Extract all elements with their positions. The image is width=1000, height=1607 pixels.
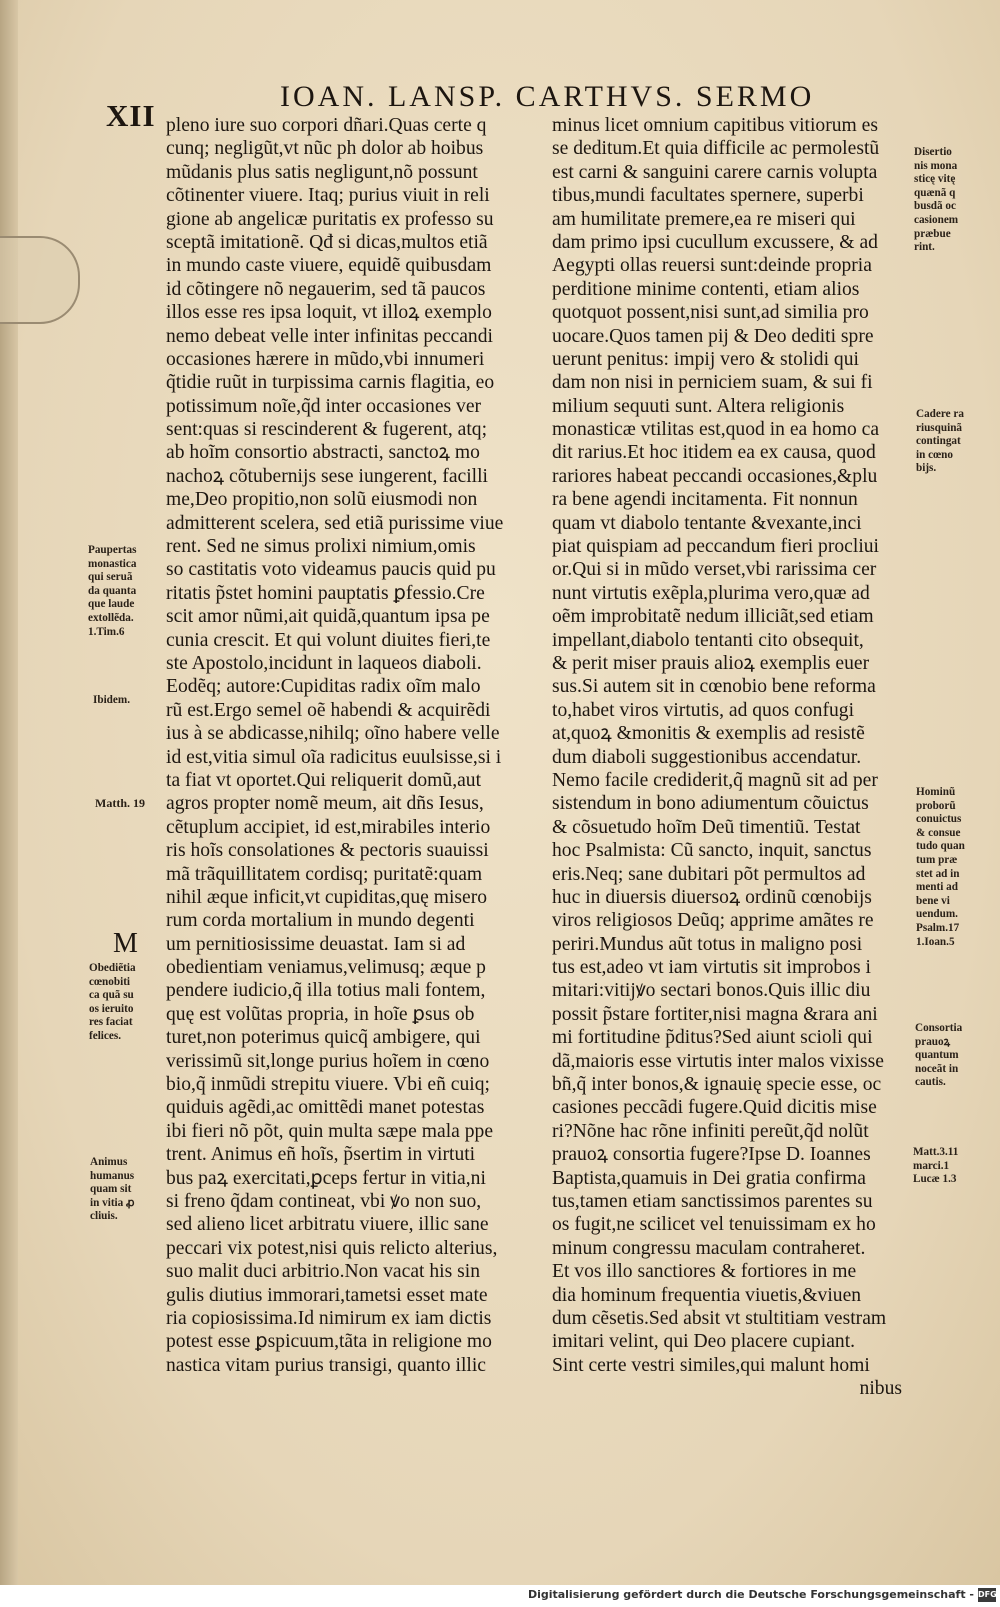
margin-note-line: Lucæ 1.3 <box>913 1173 957 1186</box>
margin-note-line: Animus <box>90 1156 128 1168</box>
right-column-line: minus licet omnium capitibus vitiorum es <box>552 115 878 136</box>
margin-note-line: felices. <box>89 1029 121 1042</box>
right-column-line: am humilitate premere,ea re miseri qui <box>552 208 856 230</box>
margin-note-line: quænã q <box>914 186 956 199</box>
left-column-line: quiduis agẽdi,ac omittẽdi manet potestas <box>166 1097 485 1119</box>
left-column-line: ab hoĩm consortio abstracti, sanctoꝝ mo <box>166 442 480 464</box>
margin-note-line: humanus <box>90 1169 135 1182</box>
margin-note-line: præbue <box>914 227 951 240</box>
right-column-line: or.Qui si in mũdo verset,vbi rarissima cer <box>552 559 877 581</box>
margin-note-line: stet ad in <box>916 867 960 880</box>
right-column-line: os fugit,ne scilicet vel tenuissimam ex ho <box>552 1214 876 1236</box>
right-column-line: impellant,diabolo tentanti cito obsequit, <box>552 629 864 651</box>
right-column-line: prauoꝝ consortia fugere?Ipse D. Ioannes <box>552 1144 871 1166</box>
left-column-line: so castitatis voto videamus paucis quid pu <box>166 559 496 581</box>
margin-note-matth19 <box>95 797 145 811</box>
margin-note-line: casionem <box>914 213 959 226</box>
page-number: XII <box>106 98 156 133</box>
footer-bar <box>0 1585 1000 1607</box>
left-column-line: me,Deo propitio,non solũ eiusmodi non <box>166 489 478 511</box>
left-column-line: turet,non poterimus quicq̃ ambigere, qui <box>166 1027 481 1049</box>
margin-note-line: Matt.3.11 <box>913 1146 959 1158</box>
left-column-line: sceptã imitationẽ. Qđ si dicas,multos etiã <box>166 231 488 253</box>
margin-note-paupertas <box>88 544 136 639</box>
right-column-line: Baptista,quamuis in Dei gratia confirma <box>552 1167 866 1189</box>
margin-note-line: res faciat <box>89 1016 133 1029</box>
margin-note-cadere <box>916 408 964 476</box>
margin-note-line: quantum <box>915 1049 959 1062</box>
margin-note-line: da quanta <box>88 584 137 597</box>
left-column-line: occasiones hærere in mũdo,vbi innumeri <box>166 348 485 370</box>
margin-note-line: monastica <box>88 557 137 570</box>
right-column-line: nunt virtutis exẽpla,plurima vero,quæ ad <box>552 582 870 604</box>
left-column-line: ria copiosissima.Id nimirum ex iam dictis <box>166 1307 492 1329</box>
margin-note-line: proborũ <box>916 799 956 812</box>
left-column-line: ris hoĩs consolationes & pectoris suauissi <box>166 840 489 862</box>
left-column-line: id cõtingere nõ negauerim, sed tã paucos <box>166 278 486 300</box>
margin-note-line: noceãt in <box>915 1062 959 1075</box>
margin-note-obedientia <box>89 962 136 1044</box>
left-column-line: ritatis p̃stet homini pauptatis ꝑfessio.Cre <box>166 582 485 604</box>
right-column-line: & perit miser prauis alioꝝ exemplis euer <box>552 652 870 674</box>
margin-note-line: qui seruã <box>88 571 133 584</box>
running-head: IOAN. LANSP. CARTHVS. SERMO <box>280 80 815 113</box>
right-column-line: sus.Si autem sit in cœnobio bene reforma <box>552 676 876 698</box>
left-column-line: scit amor nũmi,ait quidã,quantum ipsa pe <box>166 606 490 628</box>
left-column-line: Eodẽq; autore:Cupiditas radix oĩm malo <box>166 676 481 698</box>
right-column-line: at,quoꝝ &monitis & exemplis ad resistẽ <box>552 723 865 745</box>
left-column-line: in mundo caste viuere, equidẽ quibusdam <box>166 255 492 277</box>
margin-note-line: extollẽda. <box>88 611 134 624</box>
right-column-line: dum diaboli suggestionibus accendatur. <box>552 746 862 768</box>
margin-note-line: tum præ <box>916 853 958 866</box>
margin-note-line: cœnobiti <box>89 975 131 988</box>
right-column-line: viros religiosos Deũq; apprime amãtes re <box>552 910 874 932</box>
page-tab-mark <box>0 236 80 324</box>
left-column-line: q̃tidie ruũt in turpissima carnis flagitia, eo <box>166 372 495 394</box>
right-column-line: est carni & sanguini carere carnis volupta <box>552 161 878 183</box>
margin-note-line: in cœno <box>916 448 953 461</box>
right-column-line: Aegypti ollas reuersi sunt:deinde propria <box>552 255 872 277</box>
margin-note-line: Ibidem. <box>93 694 130 706</box>
right-column-line: ri?Nõne hac rõne infiniti pereũt,q̃d nolũt <box>552 1120 869 1142</box>
left-column-line: rũ est.Ergo semel oẽ habendi & acquirẽdi <box>166 699 491 721</box>
margin-note-line: bene vi <box>916 894 950 907</box>
margin-note-line: Hominũ <box>916 786 956 798</box>
right-column-line: bñ,q̃ inter bonos,& ignauię specie esse, oc <box>552 1074 882 1096</box>
left-column-line: cẽtuplum accipiet, id est,mirabiles interio <box>166 816 491 838</box>
left-column-line: ius à se abdicasse,nihilq; oĩno habere velle <box>166 723 500 745</box>
margin-note-line: tudo quan <box>916 840 965 853</box>
margin-note-line: sticę vitę <box>914 173 956 186</box>
left-column-line: rum corda mortalium in mundo degenti <box>166 910 475 932</box>
margin-note-line: in vitia ꝓ <box>90 1196 135 1209</box>
left-column-line: quę est volũtas propria, in hoĩe ꝑsus ob <box>166 1003 475 1025</box>
left-column-line: gione ab angelicæ puritatis ex professo su <box>166 208 494 230</box>
left-column-line: um pernitiosissime deuastat. Iam si ad <box>166 933 466 955</box>
margin-note-line: conuictus <box>916 813 962 826</box>
right-column-line: tus,tamen etiam sanctissimos parentes su <box>552 1190 873 1212</box>
right-column-line: dit rarius.Et hoc itidem ea ex causa, quod <box>552 442 876 464</box>
left-column-line: mũdanis plus satis negligunt,nõ possunt <box>166 161 478 183</box>
margin-note-line: que laude <box>88 598 135 611</box>
left-column-line: potest esse ꝑspicuum,tãta in religione mo <box>166 1331 492 1353</box>
left-column-line: si freno q̃dam contineat, vbi ꝟo non suo, <box>166 1190 482 1212</box>
margin-note-line: Obediẽtia <box>89 962 136 974</box>
right-column-line: tibus,mundi facultates spernere, superbi <box>552 185 864 207</box>
left-column-line: trent. Animus eñ hoĩs, p̃sertim in virtuti <box>166 1144 476 1166</box>
right-column-line: periri.Mundus aũt totus in maligno posi <box>552 933 863 955</box>
margin-note-animus <box>90 1156 135 1224</box>
margin-note-line: Psalm.17 <box>916 921 960 934</box>
margin-note-line: uendum. <box>916 908 958 921</box>
left-column-line: nastica vitam purius transigi, quanto illic <box>166 1354 486 1376</box>
margin-note-line: Cadere ra <box>916 408 964 420</box>
right-column-line: nibus <box>859 1378 902 1400</box>
right-column-line: mi fortitudine p̃ditus?Sed aiunt scioli qui <box>552 1027 873 1049</box>
right-column-line: dã,maioris esse virtutis inter malos vixisse <box>552 1050 884 1072</box>
left-column-line: cunq; negligũt,vt nũc ph dolor ab hoibus <box>166 138 484 160</box>
left-column-line: id est,vitia simul oĩa radicitus euulsisse,si i <box>166 746 502 768</box>
left-column-line: peccari vix potest,nisi quis relicto alterius, <box>166 1237 498 1259</box>
left-text-column <box>166 114 530 1377</box>
right-column-line: dia hominum frequentia viuetis,&viuen <box>552 1284 862 1306</box>
initial-letter: M <box>113 928 138 959</box>
left-column-line: rent. Sed ne simus prolixi nimium,omis <box>166 536 476 558</box>
right-column-line: to,habet viros virtutis, ad quos confugi <box>552 699 855 721</box>
left-column-line: nihil æque inficit,vt cupiditas,quę misero <box>166 886 488 908</box>
right-column-line: Nemo facile crediderit,q̃ magnũ sit ad per <box>552 769 878 791</box>
left-column-line: sent:quas si rescinderent & fugerent, atq; <box>166 419 488 441</box>
right-column-line: milium sequuti sunt. Altera religionis <box>552 395 845 417</box>
left-column-line: bio,q̃ inmũdi strepitu viuere. Vbi eñ cuiq; <box>166 1074 490 1096</box>
right-column-line: hoc Psalmista: Cũ sancto, inquit, sanctus <box>552 840 872 862</box>
margin-note-hominum <box>916 786 965 949</box>
left-column-line: cõtinenter viuere. Itaq; purius viuit in reli <box>166 185 490 207</box>
left-column-line: nemo debeat velle inter infinitas peccandi <box>166 325 493 347</box>
left-column-line: suo malit duci arbitrio.Non vacat his sin <box>166 1261 480 1283</box>
left-column-line: obedientiam veniamus,velimusq; æque p <box>166 957 486 979</box>
margin-note-line: prauoꝝ <box>915 1035 951 1048</box>
margin-note-line: Paupertas <box>88 544 137 556</box>
left-column-line: bus paꝝ exercitati,ꝑceps fertur in vitia,ni <box>166 1167 486 1189</box>
left-column-line: nachoꝝ cõtubernijs sese iungerent, facilli <box>166 465 488 487</box>
right-column-line: monasticæ vtilitas est,quod in ea homo ca <box>552 419 880 441</box>
margin-note-line: 1.Ioan.5 <box>916 935 955 948</box>
margin-note-matt3 <box>913 1146 958 1187</box>
margin-note-line: contingat <box>916 435 961 448</box>
left-column-line: verissimũ sit,longe purius hoĩem in cœno <box>166 1050 490 1072</box>
margin-note-line: rint. <box>914 241 935 254</box>
right-column-line: sistendum in bono adiumentum cõuictus <box>552 793 869 815</box>
right-column-line: huc in diuersis diuersoꝝ ordinũ cœnobijs <box>552 886 872 908</box>
right-column-line: oẽm improbitatẽ nedum illiciãt,sed etiam <box>552 606 874 628</box>
left-column-line: admitterent scelera, sed etiã purissime viue <box>166 512 504 534</box>
right-column-line: uocare.Quos tamen pij & Deo dediti spre <box>552 325 874 347</box>
left-column-line: illos esse res ipsa loquit, vt illoꝝ exemplo <box>166 302 492 324</box>
right-column-line: perditione minime contenti, etiam alios <box>552 278 860 300</box>
right-column-line: eris.Neq; sane dubitari põt permultos ad <box>552 863 866 885</box>
right-column-line: & cõsuetudo hoĩm Deũ timentiũ. Testat <box>552 816 861 838</box>
left-column-line: ta fiat vt oportet.Qui reliquerit domũ,aut <box>166 769 482 791</box>
margin-note-line: 1.Tim.6 <box>88 625 125 638</box>
right-column-line: quotquot possent,nisi sunt,ad similia pro <box>552 302 869 324</box>
margin-note-disertio <box>914 146 958 255</box>
right-column-line: se deditum.Et quia difficile ac permolestũ <box>552 138 880 160</box>
right-column-line: dam primo ipsi cucullum excussere, & ad <box>552 231 878 253</box>
left-column-line: agros propter nomẽ meum, ait dñs Iesus, <box>166 793 484 815</box>
footer-credit: Digitalisierung gefördert durch die Deutsche Forschungsgemeinschaft - <box>527 1588 974 1601</box>
right-column-line: uerunt penitus: impij vero & stolidi qui <box>552 348 859 370</box>
right-text-column <box>552 114 902 1400</box>
margin-note-line: ca quã su <box>89 989 134 1002</box>
right-column-line: quam vt diabolo tentante &vexante,inci <box>552 512 862 534</box>
left-column-line: cunia crescit. Et qui volunt diuites fieri,te <box>166 629 491 651</box>
right-column-line: possit p̃stare fortiter,nisi magna &rara ani <box>552 1003 878 1025</box>
margin-note-line: quam sit <box>90 1183 132 1196</box>
left-column-line: gulis diutius immorari,tametsi esset mate <box>166 1284 488 1306</box>
right-column-line: minum congressu maculam contraheret. <box>552 1237 866 1259</box>
margin-note-line: Matth. 19 <box>95 796 145 810</box>
left-column-line: pendere iudicio,q̃ illa totius mali fontem, <box>166 980 486 1002</box>
margin-note-line: nis mona <box>914 159 958 172</box>
right-column-line: tus est,adeo vt iam virtutis sit improbos i <box>552 957 871 979</box>
margin-note-line: busdã oc <box>914 200 956 213</box>
left-column-line: ste Apostolo,incidunt in laqueos diaboli. <box>166 652 482 674</box>
margin-note-line: Disertio <box>914 146 952 158</box>
dfg-logo: DFG <box>978 1588 996 1602</box>
right-column-line: mitari:vitijꝟo sectari bonos.Quis illic diu <box>552 980 871 1002</box>
margin-note-line: cautis. <box>915 1076 946 1089</box>
right-column-line: piat quispiam ad peccandum fieri procliui <box>552 536 879 558</box>
margin-note-line: marci.1 <box>913 1159 950 1172</box>
margin-note-line: & consue <box>916 826 961 839</box>
right-column-line: Et vos illo sanctiores & fortiores in me <box>552 1261 857 1283</box>
left-column-line: potissimum noĩe,q̃d inter occasiones ver <box>166 395 482 417</box>
left-column-line: mã trãquillitatem cordisq; puritatẽ:quam <box>166 863 483 885</box>
margin-note-ibidem <box>93 694 130 708</box>
right-column-line: rariores habeat peccandi occasiones,&plu <box>552 465 878 487</box>
right-column-line: ra bene agendi incitamenta. Fit nonnun <box>552 489 858 511</box>
margin-note-line: riusquinã <box>916 421 963 434</box>
margin-note-line: menti ad <box>916 881 958 894</box>
margin-note-consortia <box>915 1022 962 1090</box>
margin-note-line: os ieruito <box>89 1002 134 1015</box>
right-column-line: dam non nisi in perniciem suam, & sui fi <box>552 372 873 394</box>
margin-note-line: Consortia <box>915 1022 963 1034</box>
left-column-line: sed alieno licet arbitratu viuere, illic sane <box>166 1214 489 1236</box>
left-column-line: ibi fieri nõ põt, quin multa sæpe mala ppe <box>166 1120 494 1142</box>
right-column-line: dum cẽsetis.Sed absit vt stultitiam vestram <box>552 1307 887 1329</box>
margin-note-line: bijs. <box>916 462 937 475</box>
right-column-line: Sint certe vestri similes,qui malunt homi <box>552 1354 870 1376</box>
left-column-line: pleno iure suo corpori dñari.Quas certe q <box>166 115 487 136</box>
right-column-line: imitari velint, qui Deo placere cupiant. <box>552 1331 856 1353</box>
margin-note-line: cliuis. <box>90 1210 118 1223</box>
right-column-line: casiones peccãdi fugere.Quid dicitis mise <box>552 1097 877 1119</box>
